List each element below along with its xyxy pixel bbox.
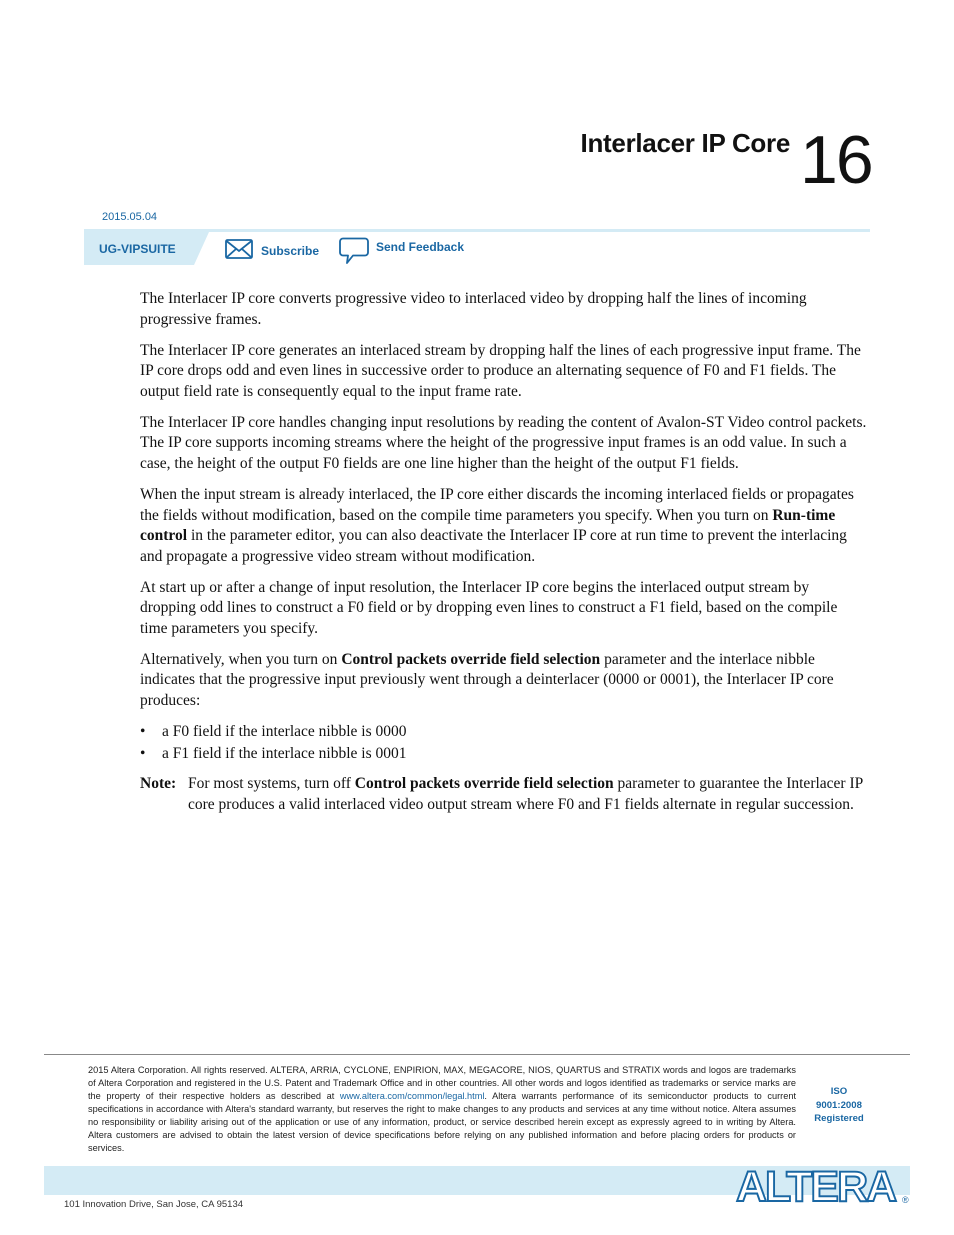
chapter-number: 16 [800, 122, 872, 198]
text-run: 2015 Altera Corporation. All rights reserved. ALTERA, ARRIA, CYCLONE, ENPIRION, MAX, MEGACORE, NIOS, QUARTUS and STRATIX words and logos are trademarks of Altera Corporation and registered in the U.S. Patent and Trademark Office and in other countries. All other words and logos identified as trademarks or service marks are the property of their respective holders as described at [88, 1065, 796, 1101]
list-item-text: a F0 field if the interlace nibble is 0000 [162, 723, 407, 741]
text-run: in the parameter editor, you can also deactivate the Interlacer IP core at run time to prevent the interlacing and propagate a progressive video stream without modification. [140, 527, 847, 565]
bold-term-override-field-selection: Control packets override field selection [354, 775, 614, 793]
paragraph-override [140, 650, 868, 712]
legal-notice [88, 1064, 796, 1155]
iso-line: Registered [814, 1113, 864, 1124]
note-text [188, 774, 868, 815]
paragraph-resolution-handling: The Interlacer IP core handles changing input resolutions by reading the content of Avalon-ST Video control packets. The IP core supports incoming streams where the height of the progressive input frames is an odd value. In such a case, the height of the output F0 fields are one line higher than the height of the output F1 fields. [140, 413, 867, 472]
bullet-glyph: • [140, 723, 146, 741]
text-run: . Altera warrants performance of its semiconductor products to current specifications in accordance with Altera's standard warranty, but reserves the right to make changes to any products and services at any time without notice. Altera assumes no responsibility or liability arising out of the application or use of any information, product, or service described herein except as expressly agreed to in writing by Altera. Altera customers are advised to obtain the latest version of device specifications before relying on any published information and before placing orders for products or services. [88, 1091, 796, 1153]
altera-logo [732, 1160, 912, 1208]
list-item [140, 744, 868, 765]
logo-wordmark: ALTERA [736, 1163, 896, 1208]
bold-term-run-time-control: Run-time control [140, 506, 836, 545]
bullet-list [140, 722, 868, 764]
text-run: parameter to guarantee the Interlacer IP core produces a valid interlaced video output stream where F0 and F1 fields alternate in regular succession. [188, 775, 863, 813]
footer-rule [44, 1054, 910, 1055]
note-label: Note: [140, 775, 177, 793]
bullet-glyph: • [140, 744, 146, 762]
company-address: 101 Innovation Drive, San Jose, CA 95134 [64, 1199, 244, 1210]
header-rule [84, 229, 870, 232]
document-date: 2015.05.04 [102, 211, 158, 223]
paragraph-startup: At start up or after a change of input resolution, the Interlacer IP core begins the interlaced output stream by dropping odd lines to construct a F0 field or by dropping even lines to construct a F1 field, based on the compile time parameters you specify. [140, 578, 838, 637]
paragraph-field-generation: The Interlacer IP core generates an interlaced stream by dropping half the lines of each progressive input frame. The IP core drops odd and even lines in successive order to produce an alternating sequence of F0 and F1 fields. The output field rate is consequently equal to the input frame rate. [140, 341, 861, 400]
paragraph-intro: The Interlacer IP core converts progressive video to interlaced video by dropping half the lines of incoming progressive frames. [140, 290, 807, 328]
iso-badge [804, 1085, 874, 1126]
envelope-icon[interactable] [225, 239, 253, 259]
subscribe-link[interactable]: Subscribe [261, 244, 320, 258]
text-run: For most systems, turn off [188, 775, 355, 793]
speech-bubble-icon[interactable] [339, 237, 369, 265]
registered-mark: ® [902, 1195, 909, 1205]
legal-link[interactable]: www.altera.com/common/legal.html [339, 1091, 485, 1101]
list-item [140, 722, 868, 743]
chapter-title: Interlacer IP Core [580, 128, 790, 158]
document-id: UG-VIPSUITE [99, 242, 176, 256]
note-block [140, 774, 868, 815]
paragraph-interlaced-input [140, 485, 868, 567]
list-item-text: a F1 field if the interlace nibble is 0001 [162, 744, 407, 762]
text-run: Alternatively, when you turn on [140, 650, 342, 668]
send-feedback-link[interactable]: Send Feedback [376, 240, 465, 254]
iso-line: ISO [830, 1086, 848, 1097]
bold-term-override-field-selection: Control packets override field selection [341, 650, 601, 668]
chapter-body [140, 289, 868, 815]
text-run: parameter and the interlace nibble indicates that the progressive input previously went through a deinterlacer (0000 or 0001), the Interlacer IP core produces: [140, 650, 834, 710]
iso-line: 9001:2008 [816, 1099, 862, 1111]
text-run: When the input stream is already interlaced, the IP core either discards the incoming interlaced fields or propagates the fields without modification, based on the compile time parameters you specify. When you turn on [140, 485, 854, 524]
